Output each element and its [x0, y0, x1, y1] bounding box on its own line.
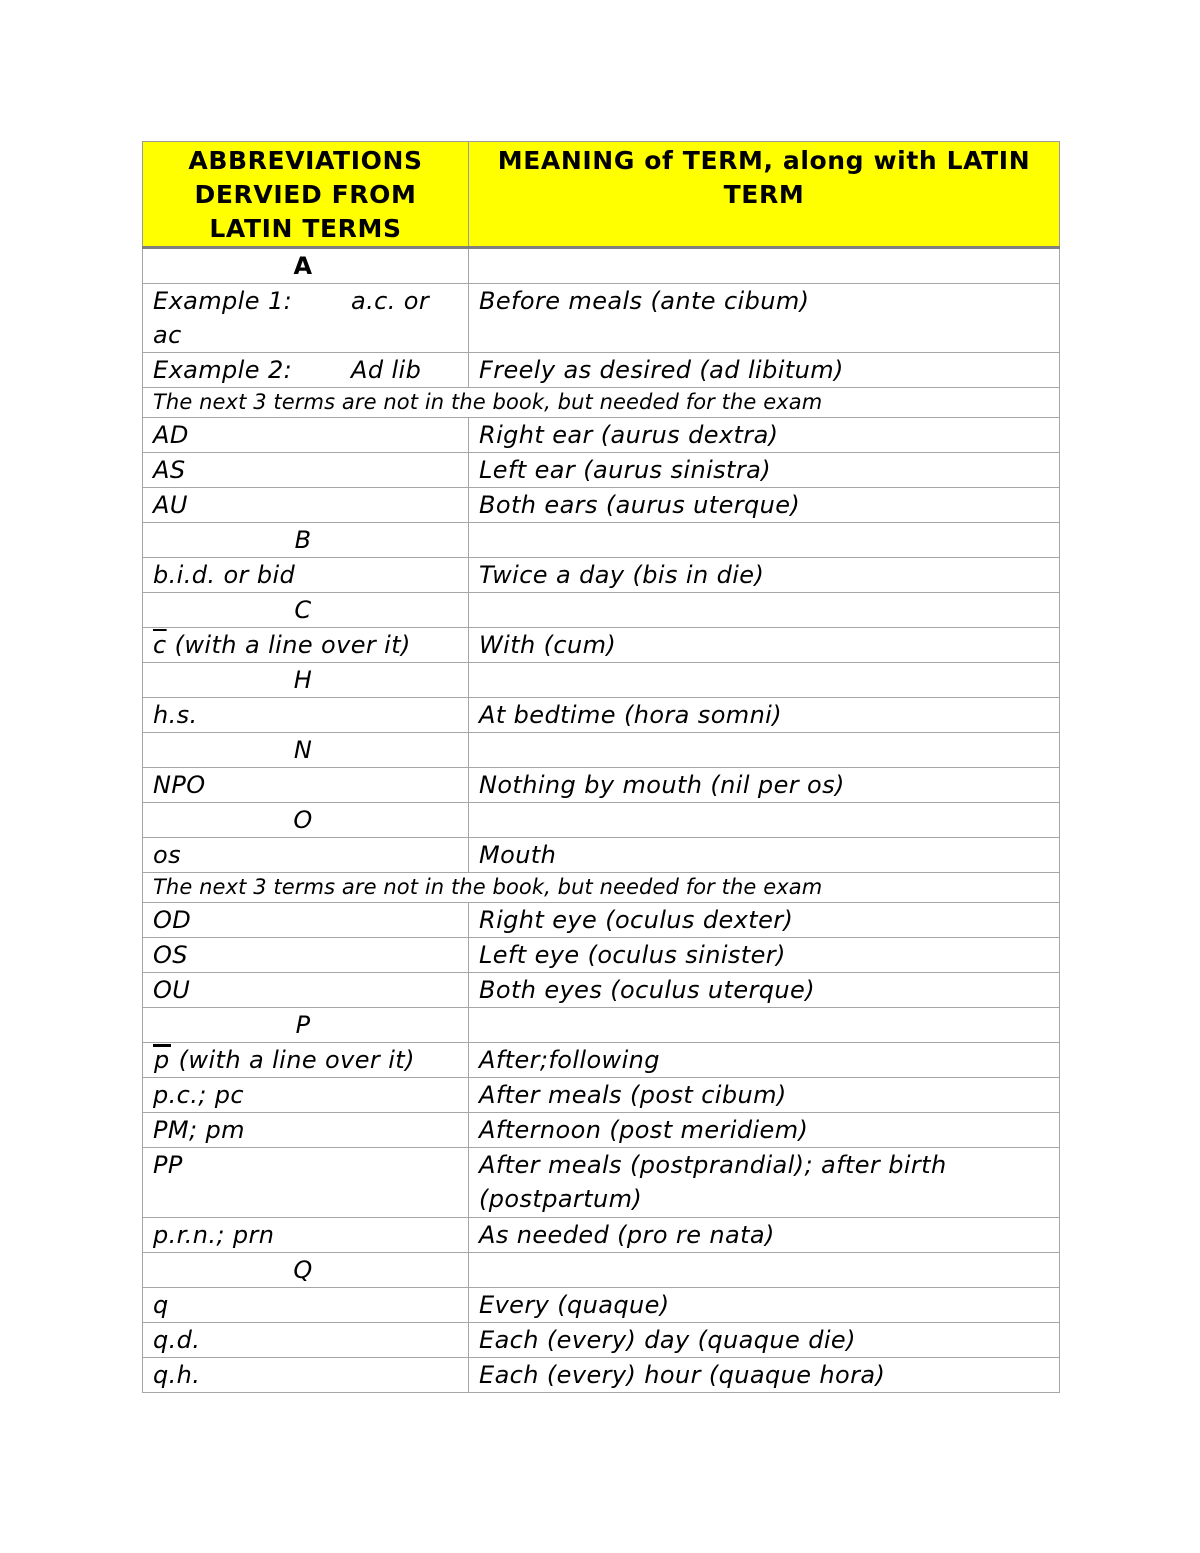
abbr-cell: OS	[143, 938, 469, 973]
table-row	[143, 1113, 1060, 1148]
table-row	[143, 1043, 1060, 1078]
meaning-cell: Before meals (ante cibum)	[469, 284, 1060, 353]
table-row	[143, 938, 1060, 973]
table-row	[143, 628, 1060, 663]
meaning-cell: As needed (pro re nata)	[469, 1218, 1060, 1253]
abbr-cell: p (with a line over it)	[143, 1043, 469, 1078]
table-row	[143, 973, 1060, 1008]
abbr-cell: q.h.	[143, 1358, 469, 1393]
section-row-h	[143, 663, 1060, 698]
table-row	[143, 488, 1060, 523]
table-row	[143, 353, 1060, 388]
table-row	[143, 1288, 1060, 1323]
table-row	[143, 418, 1060, 453]
abbr-cell: q	[143, 1288, 469, 1323]
section-row-p	[143, 1008, 1060, 1043]
meaning-cell: Afternoon (post meridiem)	[469, 1113, 1060, 1148]
meaning-cell: Right eye (oculus dexter)	[469, 903, 1060, 938]
meaning-cell: Both eyes (oculus uterque)	[469, 973, 1060, 1008]
table-row	[143, 838, 1060, 873]
section-letter: A	[293, 252, 313, 280]
section-row-n	[143, 733, 1060, 768]
meaning-cell: With (cum)	[469, 628, 1060, 663]
section-row-q	[143, 1253, 1060, 1288]
meaning-cell: Each (every) hour (quaque hora)	[469, 1358, 1060, 1393]
exam-note: The next 3 terms are not in the book, but needed for the exam	[143, 873, 1060, 903]
header-meaning: MEANING of TERM, along with LATIN TERM	[469, 142, 1060, 248]
abbr-cell: q.d.	[143, 1323, 469, 1358]
abbr-cell: AD	[143, 418, 469, 453]
section-letter: B	[294, 526, 312, 554]
section-row-b	[143, 523, 1060, 558]
abbr-cell: OU	[143, 973, 469, 1008]
abbr-cell: NPO	[143, 768, 469, 803]
meaning-cell: Every (quaque)	[469, 1288, 1060, 1323]
section-letter: Q	[293, 1256, 313, 1284]
abbr-cell: b.i.d. or bid	[143, 558, 469, 593]
abbr-cell: AS	[143, 453, 469, 488]
abbr-cell: PM; pm	[143, 1113, 469, 1148]
section-letter: O	[293, 806, 313, 834]
table-row	[143, 903, 1060, 938]
table-row	[143, 1078, 1060, 1113]
meaning-cell: Left eye (oculus sinister)	[469, 938, 1060, 973]
exam-note: The next 3 terms are not in the book, but needed for the exam	[143, 388, 1060, 418]
note-row	[143, 873, 1060, 903]
section-letter: H	[293, 666, 313, 694]
meaning-cell: Left ear (aurus sinistra)	[469, 453, 1060, 488]
meaning-cell: Both ears (aurus uterque)	[469, 488, 1060, 523]
meaning-cell: Mouth	[469, 838, 1060, 873]
meaning-cell: At bedtime (hora somni)	[469, 698, 1060, 733]
example-label: Example 1:	[153, 287, 293, 315]
abbr-cell: h.s.	[143, 698, 469, 733]
table-row	[143, 1323, 1060, 1358]
latin-abbreviations-table	[142, 141, 1060, 1393]
table-row	[143, 1148, 1060, 1218]
table-row	[143, 1358, 1060, 1393]
table-row	[143, 1218, 1060, 1253]
table-row	[143, 284, 1060, 353]
table-row	[143, 768, 1060, 803]
note-row	[143, 388, 1060, 418]
meaning-cell: Nothing by mouth (nil per os)	[469, 768, 1060, 803]
abbr-cell: Example 2: Ad lib	[143, 353, 469, 388]
abbr-cell: PP	[143, 1148, 469, 1218]
section-letter: N	[293, 736, 313, 764]
c-with-overline: $\overline{c}$	[153, 631, 167, 659]
abbr-cell: p.c.; pc	[143, 1078, 469, 1113]
meaning-cell: Twice a day (bis in die)	[469, 558, 1060, 593]
abbr-cell: p.r.n.; prn	[143, 1218, 469, 1253]
p-with-overline: p	[154, 1046, 170, 1074]
abbr-cell: $\overline{c}$ (with a line over it)	[143, 628, 469, 663]
table-row	[143, 698, 1060, 733]
meaning-cell: After meals (postprandial); after birth (postpartum)	[469, 1148, 1060, 1218]
section-row-a	[143, 248, 1060, 284]
header-abbreviations: ABBREVIATIONS DERVIED FROM LATIN TERMS	[143, 142, 469, 248]
abbr-cell: os	[143, 838, 469, 873]
section-letter: P	[295, 1011, 311, 1039]
table-header-row	[143, 142, 1060, 248]
section-letter: C	[294, 596, 312, 624]
section-row-o	[143, 803, 1060, 838]
abbr-cell: Example 1: a.c. or ac	[143, 284, 469, 353]
abbr-cell: AU	[143, 488, 469, 523]
table-row	[143, 453, 1060, 488]
example-label: Example 2:	[153, 356, 293, 384]
meaning-cell: Each (every) day (quaque die)	[469, 1323, 1060, 1358]
meaning-cell: After meals (post cibum)	[469, 1078, 1060, 1113]
section-row-c	[143, 593, 1060, 628]
meaning-cell: Freely as desired (ad libitum)	[469, 353, 1060, 388]
abbr-cell: OD	[143, 903, 469, 938]
meaning-cell: After;following	[469, 1043, 1060, 1078]
table-row	[143, 558, 1060, 593]
meaning-cell: Right ear (aurus dextra)	[469, 418, 1060, 453]
